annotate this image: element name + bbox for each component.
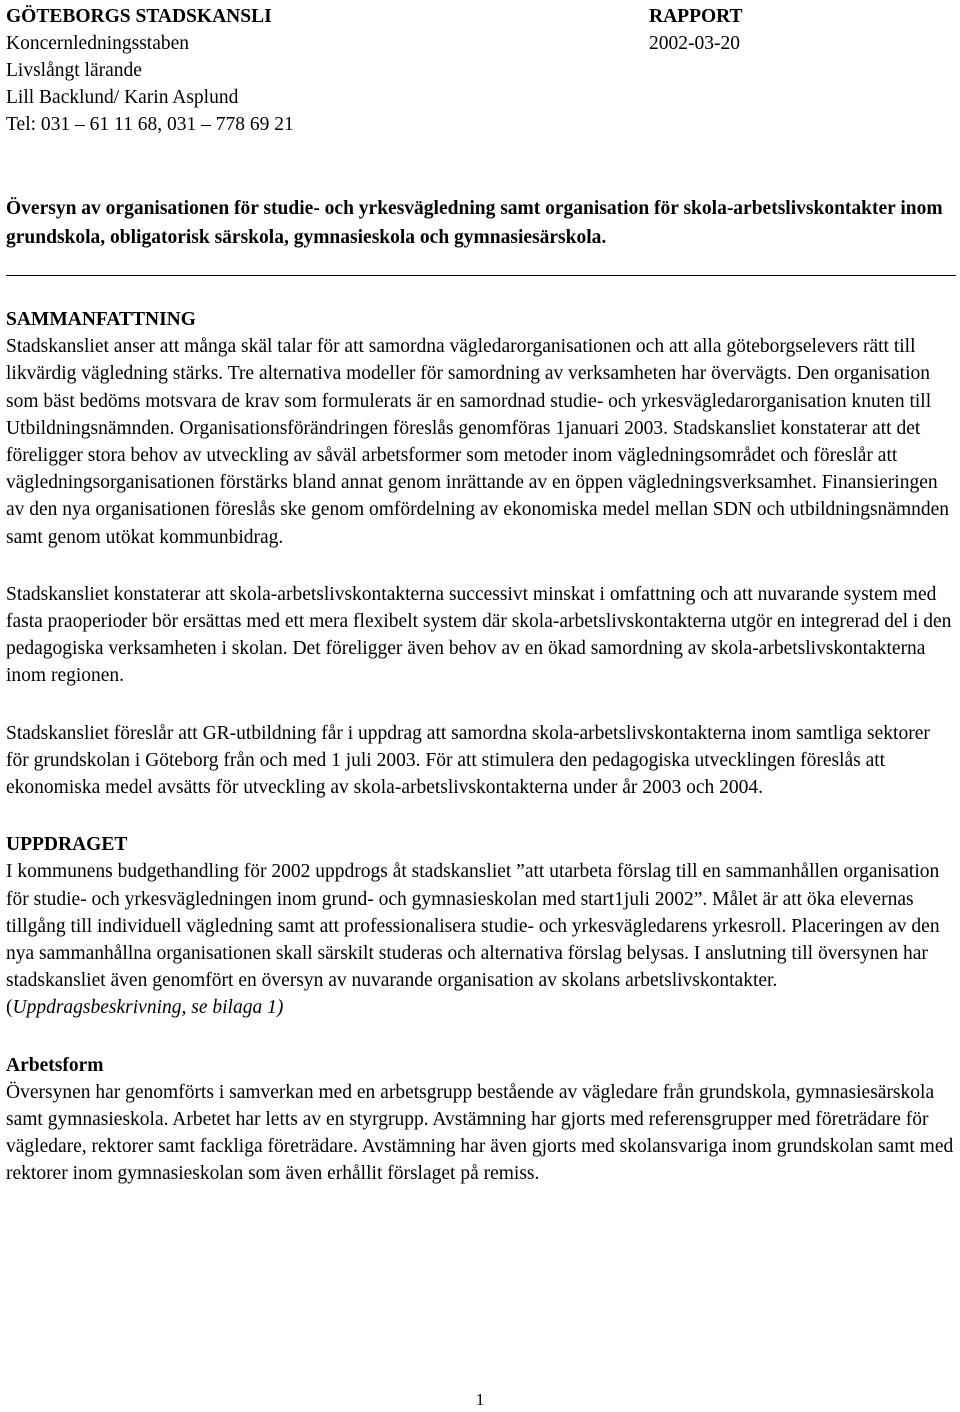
header-doc-info bbox=[649, 3, 743, 57]
summary-heading: SAMMANFATTNING bbox=[6, 309, 196, 330]
phone-numbers: Tel: 031 – 61 11 68, 031 – 778 69 21 bbox=[6, 114, 294, 135]
assignment-heading: UPPDRAGET bbox=[6, 834, 128, 856]
paragraph-gap bbox=[6, 690, 954, 720]
paragraph-gap bbox=[6, 1022, 954, 1052]
reference-open-paren: ( bbox=[6, 997, 13, 1019]
document-type: RAPPORT bbox=[649, 6, 743, 27]
paragraph-gap bbox=[6, 551, 954, 581]
working-method-paragraph: Översynen har genomförts i samverkan med en arbetsgrupp bestående av vägledare från grundskola, gymnasiesärskola samt gymnasieskola. Arbetet har letts av en styrgrupp. Avstämning har gjorts med referensgrupper med företrädare för vägledare, rektorer samt fackliga företrädare. Avstämning har även gjorts med skolansvariga inom grundskolan samt med rektorer inom gymnasieskolan som även erhållit förslaget på remiss. bbox=[6, 1081, 954, 1185]
header-sender-block bbox=[6, 3, 294, 138]
summary-paragraph-1: Stadskansliet anser att många skäl talar för att samordna vägledarorganisationen och att alla göteborgselevers rätt till likvärdig vägledning stärks. Tre alternativa modeller för samordning av verksamheten har övervägts. Den organisation som bäst bedöms motsvara de krav som formulerats är en samordnad studie- och yrkesvägledarorganisation knuten till Utbildningsnämnden. Organisationsförändringen föreslås genomföras 1januari 2003. Stadskansliet konstaterar att det föreligger stora behov av utveckling av såväl arbetsformer som metoder inom vägledningsområdet och föreslår att vägledningsorganisationen förstärks bland annat genom inrättande av en öppen vägledningsverksamhet. Finansieringen av den nya organisationen föreslås ske genom omfördelning av ekonomiska medel mellan SDN och utbildningsnämnden samt genom utökat kommunbidrag. bbox=[6, 336, 950, 548]
assignment-reference: Uppdragsbeskrivning, se bilaga 1) bbox=[12, 997, 284, 1019]
working-method-heading: Arbetsform bbox=[6, 1054, 104, 1076]
paragraph-gap bbox=[6, 801, 954, 831]
assignment-text: I kommunens budgethandling för 2002 uppdrogs åt stadskansliet ”att utarbeta förslag till en sammanhållen organisation för studie- och yrkesvägledningen inom grund- och gymnasieskolan med start1juli 2002”. Målet är att öka elevernas tillgång till individuell vägledning samt att professionalisera studie- och yrkesvägledarens yrkesroll. Placeringen av den nya sammanhållna organisationen skall särskilt studeras och alternativa förslag belysas. I anslutning till översynen har stadskansliet även genomfört en översyn av nuvarande organisation av skolans arbetslivskontakter. bbox=[6, 861, 940, 992]
page-number: 1 bbox=[475, 1390, 485, 1409]
title-divider bbox=[6, 275, 956, 276]
assignment-paragraph bbox=[6, 858, 954, 1021]
document-title: Översyn av organisationen för studie- och yrkesvägledning samt organisation för skola-arbetslivskontakter inom grundskola, obligatorisk särskola, gymnasieskola och gymnasiesärskola. bbox=[6, 198, 943, 248]
department-name: Koncernledningsstaben bbox=[6, 33, 190, 54]
document-date: 2002-03-20 bbox=[649, 33, 740, 54]
unit-name: Livslångt lärande bbox=[6, 60, 142, 81]
authors: Lill Backlund/ Karin Asplund bbox=[6, 87, 239, 108]
organization-name: GÖTEBORGS STADSKANSLI bbox=[6, 6, 272, 27]
summary-paragraph-3: Stadskansliet föreslår att GR-utbildning får i uppdrag att samordna skola-arbetslivskontakterna inom samtliga sektorer för grundskolan i Göteborg från och med 1 juli 2003. För att stimulera den pedagogiska utvecklingen föreslås att ekonomiska medel avsätts för utveckling av skola-arbetslivskontakterna under år 2003 och 2004. bbox=[6, 722, 930, 799]
document-body bbox=[6, 306, 954, 1188]
summary-paragraph-2: Stadskansliet konstaterar att skola-arbetslivskontakterna successivt minskat i omfattning och att nuvarande system med fasta praoperioder bör ersättas med ett mera flexibelt system där skola-arbetslivskontakterna utgör en integrerad del i den pedagogiska verksamheten i skolan. Det föreligger även behov av en ökad samordning av skola-arbetslivskontakterna inom regionen. bbox=[6, 583, 952, 687]
